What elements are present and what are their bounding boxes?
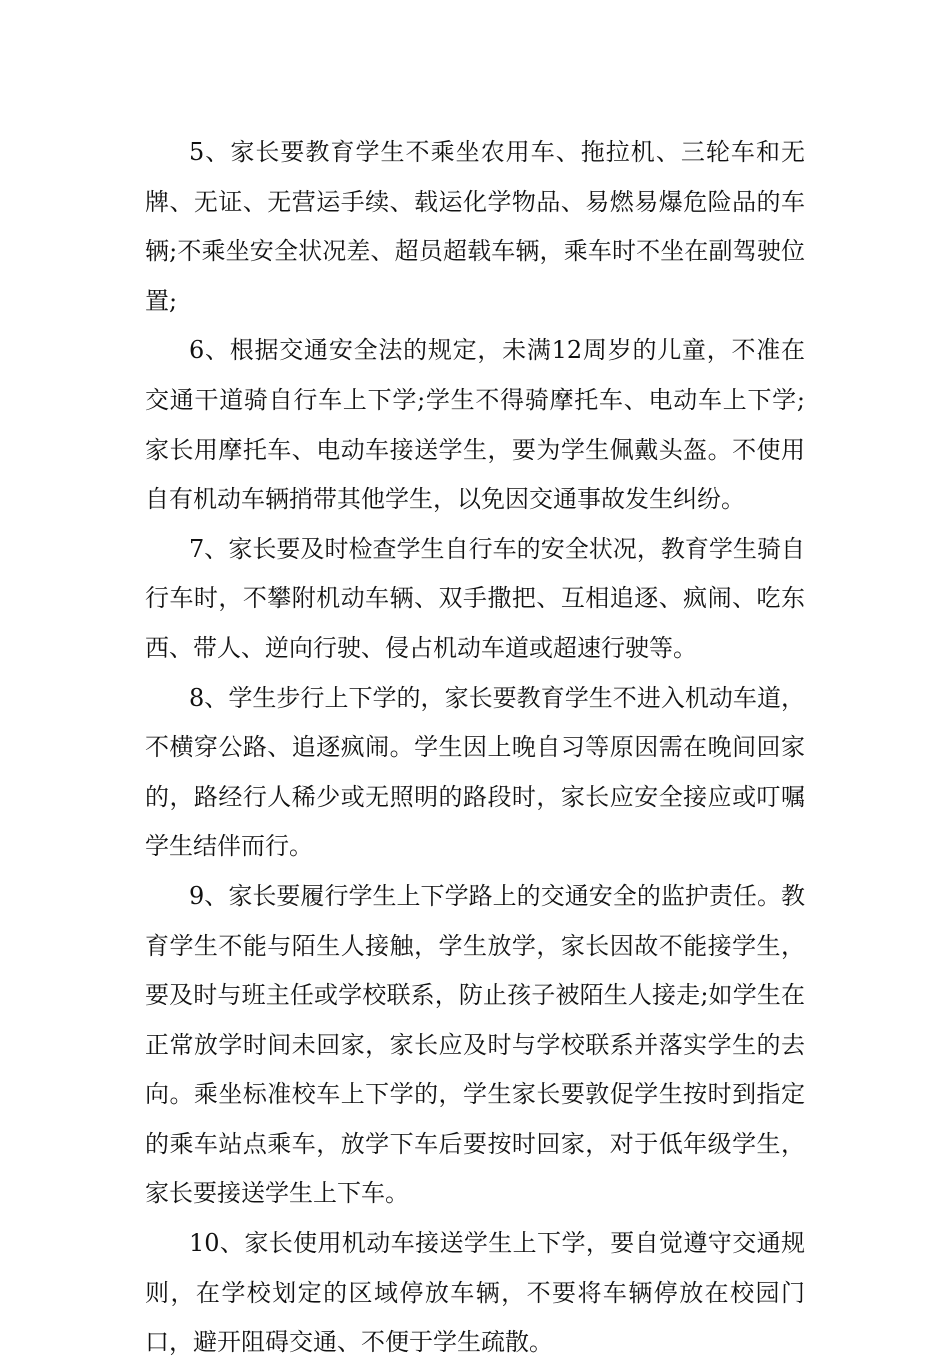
paragraph-item-9: 9、家长要履行学生上下学路上的交通安全的监护责任。教育学生不能与陌生人接触，学生放学，家长因故不能接学生，要及时与班主任或学校联系，防止孩子被陌生人接走;如学生在正常放学时间未回家，家长应及时与学校联系并落实学生的去向。乘坐标准校车上下学的，学生家长要敦促学生按时到指定的乘车站点乘车，放学下车后要按时回家，对于低年级学生，家长要接送学生上下车。 — [145, 881, 805, 1208]
paragraph-item-8: 8、学生步行上下学的，家长要教育学生不进入机动车道，不横穿公路、追逐疯闹。学生因上晚自习等原因需在晚间回家的，路经行人稀少或无照明的路段时，家长应安全接应或叮嘱学生结伴而行。 — [145, 683, 805, 861]
paragraph-item-7: 7、家长要及时检查学生自行车的安全状况，教育学生骑自行车时，不攀附机动车辆、双手撒把、互相追逐、疯闹、吃东西、带人、逆向行驶、侵占机动车道或超速行驶等。 — [145, 534, 805, 662]
paragraph-item-10: 10、家长使用机动车接送学生上下学，要自觉遵守交通规则，在学校划定的区域停放车辆，不要将车辆停放在校园门口，避开阻碍交通、不便于学生疏散。 — [145, 1229, 805, 1357]
paragraph-item-5: 5、家长要教育学生不乘坐农用车、拖拉机、三轮车和无牌、无证、无营运手续、载运化学物品、易燃易爆危险品的车辆;不乘坐安全状况差、超员超载车辆，乘车时不坐在副驾驶位置; — [145, 138, 805, 315]
document-body — [145, 128, 805, 1368]
paragraph-item-6: 6、根据交通安全法的规定，未满12周岁的儿童，不准在交通干道骑自行车上下学;学生不得骑摩托车、电动车上下学;家长用摩托车、电动车接送学生，要为学生佩戴头盔。不使用自有机动车辆捎带其他学生，以免因交通事故发生纠纷。 — [145, 336, 805, 514]
